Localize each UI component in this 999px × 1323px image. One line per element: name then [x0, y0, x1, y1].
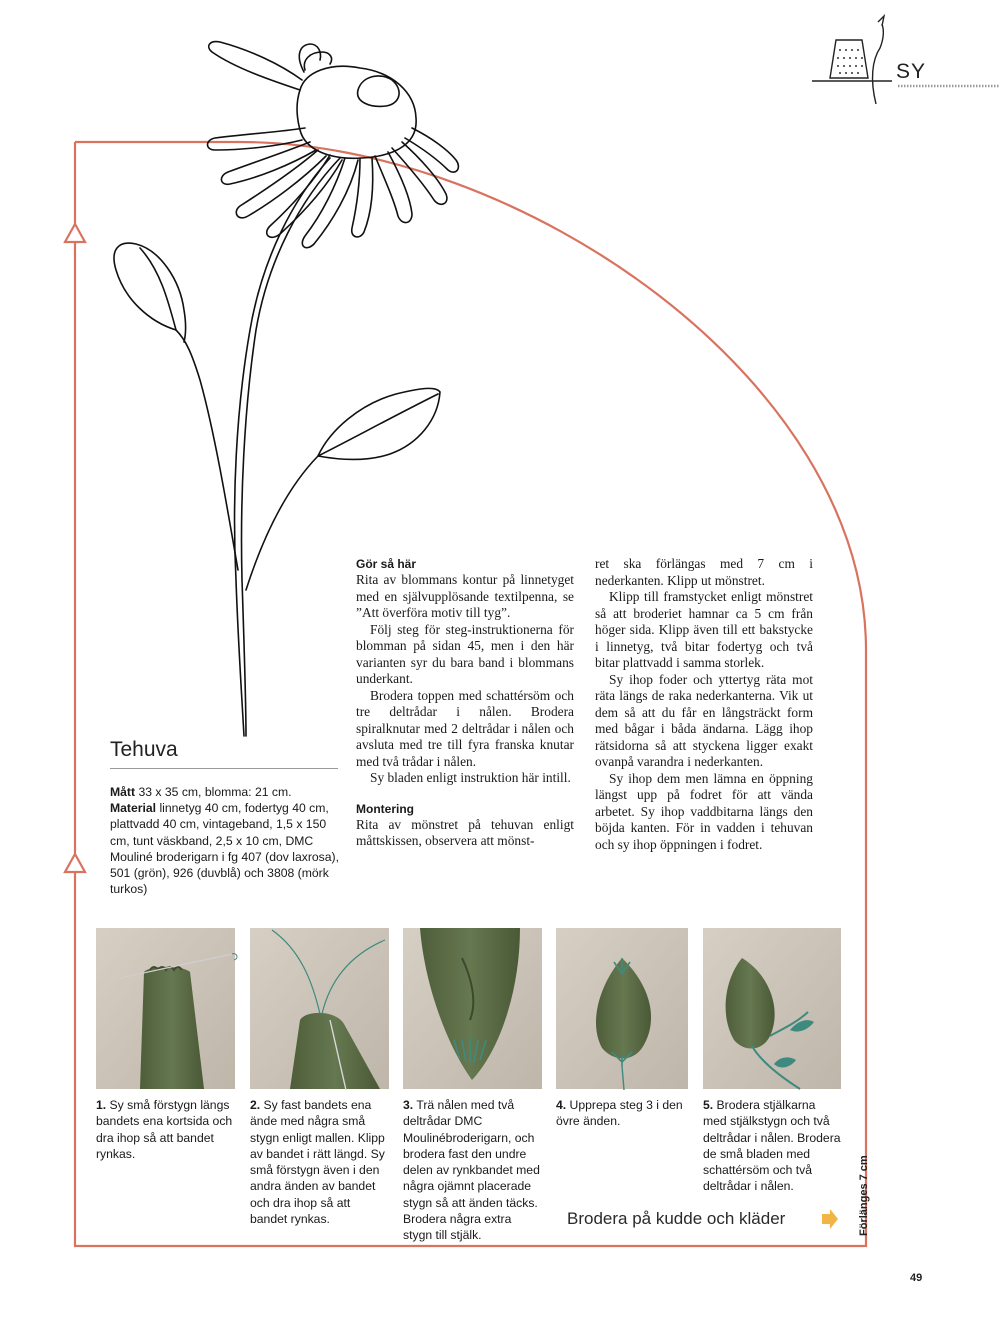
assembly-heading: Montering: [356, 801, 414, 816]
step-text: Sy små förstygn längs bandets ena kortsida och dra ihop så att bandet rynkas.: [96, 1098, 233, 1161]
materials-text: 33 x 35 cm, blomma: 21 cm.: [135, 785, 292, 799]
step-photo-3: [403, 928, 542, 1089]
materials-text: linnetyg 40 cm, fodertyg 40 cm, plattvadd 40 cm, vintageband, 1,5 x 150 cm, tunt väskband, 2,5 x 10 cm, DMC Mouliné broderigarn i fg 407 (dov laxrosa), 501 (grön), 926 (duvblå) och 3808 (mörk turkos): [110, 801, 339, 897]
materials-list: [110, 784, 346, 897]
section-label: SY: [896, 60, 927, 83]
step-photo-1: [96, 928, 237, 1089]
step-caption: [556, 1097, 684, 1130]
instructions-column: [356, 556, 574, 850]
materials-item: [110, 800, 346, 897]
arrow-right-icon: [822, 1209, 838, 1229]
step-number: 5.: [703, 1098, 714, 1112]
step-number: 1.: [96, 1098, 107, 1112]
project-title: Tehuva: [110, 738, 338, 769]
assembly-paragraph: Rita av mönstret på tehuvan enligt måttskissen, observera att mönst-: [356, 816, 574, 848]
step-photo-5: [703, 928, 841, 1089]
instructions-paragraph: Följ steg för steg-instruktionerna för blomman på sidan 45, men i den här varianten syr du bara band i blommans underkant.: [356, 621, 574, 686]
assembly-paragraph: Sy ihop foder och yttertyg räta mot räta längs de raka nederkanterna. Vik ut dem så att du får en långsträckt form med bågar i båda ändarna. Lägg ihop rätsidorna så att styckena ligger exakt ovanpå varandra i nederkanten.: [595, 671, 813, 769]
materials-label: Mått: [110, 785, 136, 799]
assembly-paragraph: Klipp till framstycket enligt mönstret så att broderiet hamnar ca 5 cm från höger sida. Klipp även till ett bakstycke i linnetyg, två bitar fodertyg och två bitar plattvadd i samma storlek.: [595, 589, 813, 670]
step-photo-4: [556, 928, 688, 1090]
step-text: Brodera stjälkarna med stjälkstygn och två deltrådar i nålen. Brodera de små bladen med schattérsöm och två deltrådar i nålen.: [703, 1098, 841, 1194]
instructions-paragraph: Brodera toppen med schattérsöm och tre deltrådar i nålen. Brodera spiralknutar med 2 deltrådar i nålen och avsluta med tre till fyra franska knutar med två trådar i nålen.: [356, 687, 574, 769]
assembly-paragraph: ret ska förlängas med 7 cm i nederkanten. Klipp ut mönstret.: [595, 556, 813, 588]
step-number: 3.: [403, 1098, 414, 1112]
related-article-link[interactable]: Brodera på kudde och kläder: [567, 1209, 786, 1228]
instructions-paragraph: Sy bladen enligt instruktion här intill.: [370, 770, 571, 785]
step-caption: [403, 1097, 543, 1244]
step-number: 2.: [250, 1098, 261, 1112]
step-caption: [703, 1097, 841, 1195]
step-number: 4.: [556, 1098, 567, 1112]
materials-label: Material: [110, 801, 157, 816]
step-photo-2: [250, 928, 389, 1090]
project-title-block: [110, 738, 338, 769]
step-text: Sy fast bandets ena ände med några små stygn enligt mallen. Klipp av bandet i rätt längd. Sy små förstygn även i den andra änden av bandet och dra ihop så att bandet rynkas.: [250, 1098, 385, 1227]
materials-item: [110, 784, 346, 800]
step-caption: [250, 1097, 390, 1227]
instructions-heading: Gör så här: [356, 557, 417, 571]
extend-note: Förlänges 7 cm: [858, 1155, 870, 1236]
instructions-paragraph: Rita av blommans kontur på linnetyget med en självupplösande textilpenna, se ”Att överföra motiv till tyg”.: [356, 572, 574, 620]
step-caption: [96, 1097, 238, 1162]
assembly-column: [595, 556, 813, 853]
page-number: 49: [910, 1272, 923, 1284]
thimble-needle-icon: [812, 16, 892, 104]
step-text: Trä nålen med två deltrådar DMC Moulinébroderigarn, och brodera fast den undre delen av rynkbandet med några ojämnt placerade stygn så att änden täcks. Brodera några extra stygn till stjälk.: [403, 1098, 540, 1243]
assembly-paragraph: Sy ihop dem men lämna en öppning längst upp på fodret för att vända arbetet. Sy ihop vaddbitarna längs den böjda kanten. För in vadden i tehuvan och sy ihop öppningen i fodret.: [595, 770, 813, 852]
step-text: Upprepa steg 3 i den övre änden.: [556, 1098, 683, 1129]
